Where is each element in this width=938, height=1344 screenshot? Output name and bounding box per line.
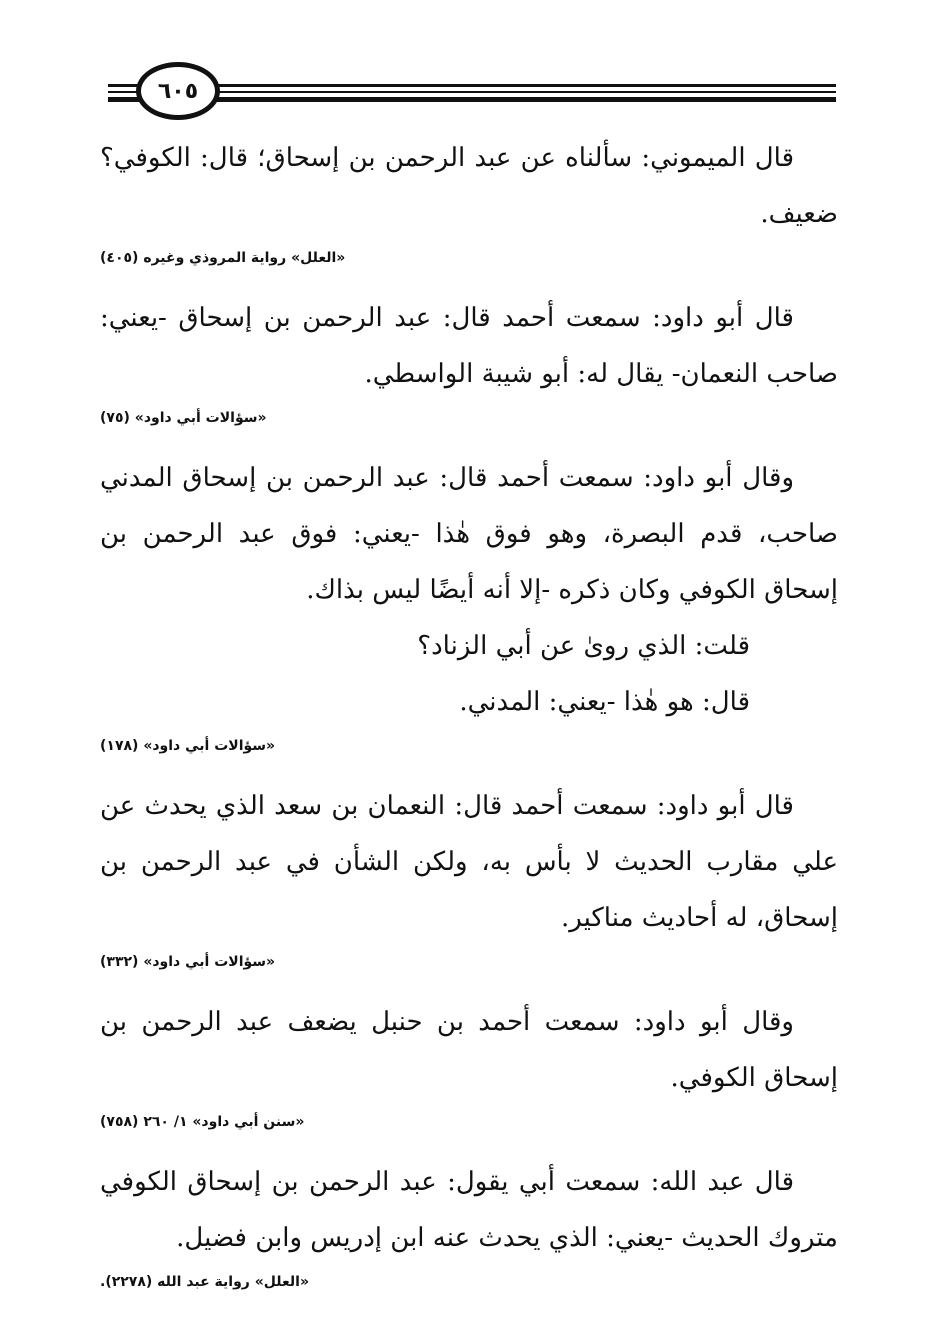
entry-text: قال الميموني: سألناه عن عبد الرحمن بن إسحاق؛ قال: الكوفي؟ ضعيف. [100, 143, 838, 229]
page-header [108, 60, 836, 124]
entry-sub-line: قلت: الذي روىٰ عن أبي الزناد؟ [417, 631, 750, 661]
entry-citation: «سؤالات أبي داود» (٧٥) [100, 410, 267, 426]
entry-citation: «العلل» رواية عبد الله (٢٢٧٨). [100, 1274, 309, 1290]
entry-citation: «سؤالات أبي داود» (١٧٨) [100, 738, 276, 754]
entry-text: قال أبو داود: سمعت أحمد قال: النعمان بن سعد الذي يحدث عن علي مقارب الحديث لا بأس به، ولكن الشأن في عبد الرحمن بن إسحاق، له أحاديث مناكير. [100, 791, 838, 933]
entry-text: قال عبد الله: سمعت أبي يقول: عبد الرحمن بن إسحاق الكوفي متروك الحديث -يعني: الذي يحدث عنه ابن إدريس وابن فضيل. [100, 1167, 838, 1253]
entry-citation: «سؤالات أبي داود» (٣٣٢) [100, 954, 276, 970]
page-number: ٦٠٥ [136, 62, 220, 120]
entry-citation: «العلل» رواية المروذي وغيره (٤٠٥) [100, 250, 346, 266]
entry-text: قال أبو داود: سمعت أحمد قال: عبد الرحمن بن إسحاق -يعني: صاحب النعمان- يقال له: أبو شيبة الواسطي. [100, 303, 838, 389]
entry-text: وقال أبو داود: سمعت أحمد قال: عبد الرحمن بن إسحاق المدني صاحب، قدم البصرة، وهو فوق هٰذا -يعني: فوق عبد الرحمن بن إسحاق الكوفي وكان ذكره -إلا أنه أيضًا ليس بذاك. [100, 463, 838, 605]
entry-text: وقال أبو داود: سمعت أحمد بن حنبل يضعف عبد الرحمن بن إسحاق الكوفي. [100, 1007, 838, 1093]
entry-sub-line: قال: هو هٰذا -يعني: المدني. [459, 687, 750, 717]
entry-citation: «سنن أبي داود» ١/ ٢٦٠ (٧٥٨) [100, 1114, 305, 1130]
page-body [100, 130, 838, 1314]
